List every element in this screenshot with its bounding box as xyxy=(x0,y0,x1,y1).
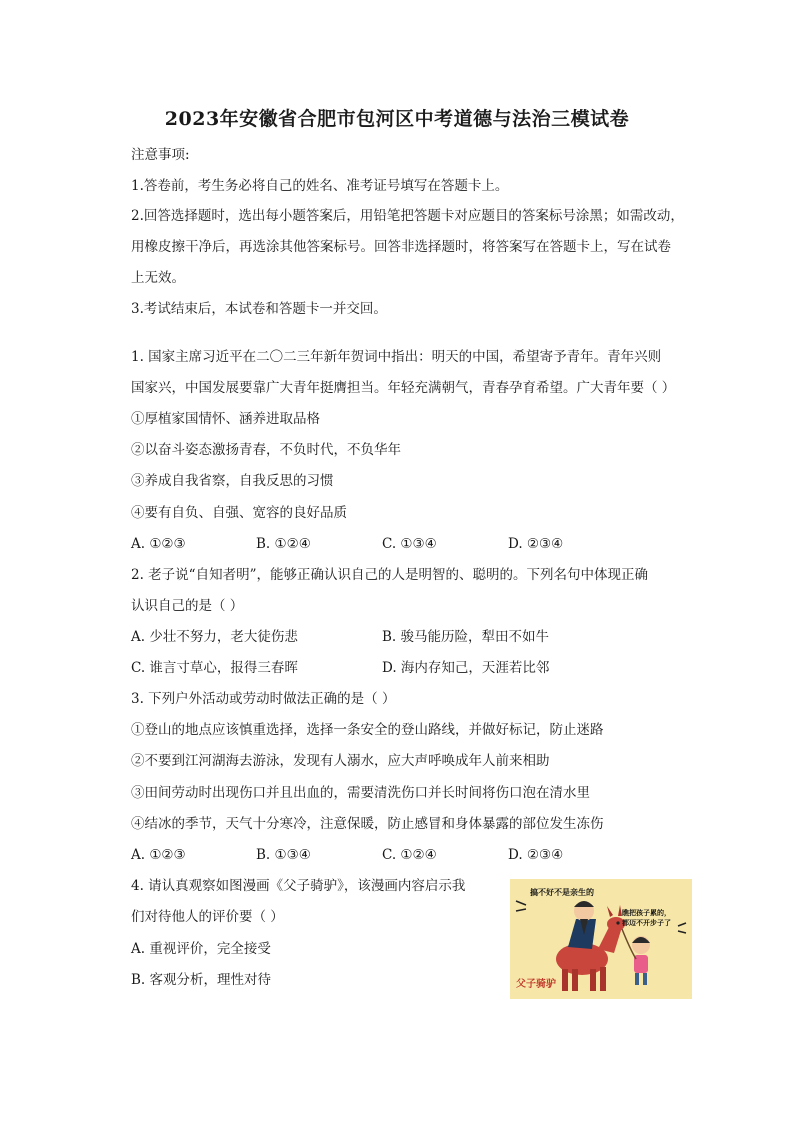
bubble-right-line: 瞧把孩子累的， xyxy=(622,909,671,917)
cartoon-illustration xyxy=(510,879,692,999)
question-1-item: ①厚植家国情怀、涵养进取品格 xyxy=(131,411,320,427)
donkey-ears xyxy=(607,905,622,917)
question-1-stem: 国家兴，中国发展要靠广大青年挺膺担当。年轻充满朝气，青春孕育希望。广大青年要（ ） xyxy=(131,380,676,396)
donkey-leg xyxy=(600,967,606,991)
question-3-option-d[interactable]: D. ②③④ xyxy=(508,847,564,863)
question-1-item: ②以奋斗姿态激扬青春，不负时代，不负华年 xyxy=(131,442,401,458)
speech-mark xyxy=(678,923,686,933)
donkey-eye xyxy=(616,921,619,924)
question-3-item: ②不要到江河湖海去游泳，发现有人溺水，应大声呼唤成年人前来相助 xyxy=(131,753,550,769)
notice-item: 用橡皮擦干净后，再选涂其他答案标号。回答非选择题时，将答案写在答题卡上，写在试卷 xyxy=(131,239,671,255)
cartoon-father-son-donkey xyxy=(510,879,692,999)
question-2-option-c[interactable]: C. 谁言寸草心，报得三春晖 xyxy=(131,660,298,676)
notice-item: 3.考试结束后，本试卷和答题卡一并交回。 xyxy=(131,301,387,317)
question-2-stem: 认识自己的是（ ） xyxy=(131,598,244,614)
child-hair xyxy=(632,937,650,943)
question-4-option-b[interactable]: B. 客观分析，理性对待 xyxy=(131,972,272,988)
question-1-option-d[interactable]: D. ②③④ xyxy=(508,536,564,552)
child-leg xyxy=(635,973,639,985)
donkey-leg xyxy=(572,969,578,991)
question-3-item: ④结冰的季节，天气十分寒冷，注意保暖，防止感冒和身体暴露的部位发生冻伤 xyxy=(131,816,604,832)
question-2-option-a[interactable]: A. 少壮不努力，老大徒伤悲 xyxy=(131,629,298,645)
question-3-item: ③田间劳动时出现伤口并且出血的，需要清洗伤口并长时间将伤口泡在清水里 xyxy=(131,785,590,801)
question-4-stem: 们对待他人的评价要（ ） xyxy=(131,909,284,925)
notice-item: 1.答卷前，考生务必将自己的姓名、准考证号填写在答题卡上。 xyxy=(131,178,509,194)
notice-item: 上无效。 xyxy=(131,270,185,286)
question-1-option-a[interactable]: A. ①②③ xyxy=(131,536,186,552)
donkey-leg xyxy=(562,969,568,991)
father-hair xyxy=(574,901,594,907)
question-1-item: ③养成自我省察，自我反思的习惯 xyxy=(131,473,334,489)
question-2-stem: 2. 老子说“自知者明”，能够正确认识自己的人是明智的、聪明的。下列名句中体现正确 xyxy=(131,567,648,583)
question-1-item: ④要有自负、自强、宽容的良好品质 xyxy=(131,505,347,521)
bubble-left-text: 搞不好不是亲生的 xyxy=(530,888,594,897)
question-3-option-b[interactable]: B. ①③④ xyxy=(256,847,311,863)
question-1-option-c[interactable]: C. ①③④ xyxy=(382,536,437,552)
question-1-option-b[interactable]: B. ①②④ xyxy=(256,536,311,552)
question-2-option-d[interactable]: D. 海内存知己，天涯若比邻 xyxy=(382,660,550,676)
cartoon-caption: 父子骑驴 xyxy=(516,979,556,990)
question-4-option-a[interactable]: A. 重视评价，完全接受 xyxy=(131,941,271,957)
speech-mark xyxy=(516,901,526,911)
question-4-stem: 4. 请认真观察如图漫画《父子骑驴》，该漫画内容启示我 xyxy=(131,878,466,894)
notice-item: 2.回答选择题时，选出每小题答案后，用铅笔把答题卡对应题目的答案标号涂黑；如需改动， xyxy=(131,208,684,224)
question-3-option-a[interactable]: A. ①②③ xyxy=(131,847,186,863)
question-3-item: ①登山的地点应该慎重选择，选择一条安全的登山路线，并做好标记，防止迷路 xyxy=(131,722,604,738)
page-title: 2023年安徽省合肥市包河区中考道德与法治三模试卷 xyxy=(164,108,630,130)
question-3-option-c[interactable]: C. ①②④ xyxy=(382,847,437,863)
donkey-leg xyxy=(590,969,596,991)
bubble-right-line: 都迈不开步子了 xyxy=(622,919,671,927)
child-leg xyxy=(643,973,647,985)
notice-heading: 注意事项: xyxy=(131,147,190,163)
question-1-stem: 1. 国家主席习近平在二〇二三年新年贺词中指出：明天的中国，希望寄予青年。青年兴则 xyxy=(131,349,662,365)
question-2-option-b[interactable]: B. 骏马能历险，犁田不如牛 xyxy=(382,629,550,645)
question-3-stem: 3. 下列户外活动或劳动时做法正确的是（ ） xyxy=(131,691,396,707)
